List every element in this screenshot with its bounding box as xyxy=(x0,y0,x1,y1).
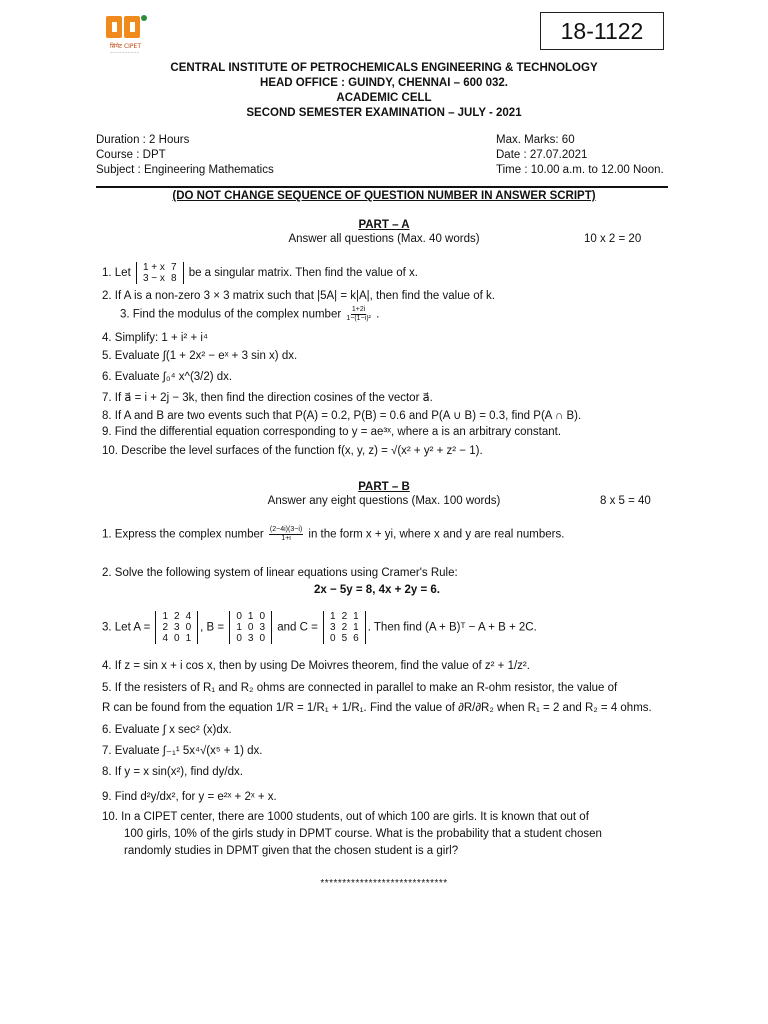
footer-stars: ***************************** xyxy=(320,878,448,889)
part-a-q1: 1. Let 1 + x 7 3 − x 8 be a singular matrix. Then find the value of x. xyxy=(102,262,418,284)
part-b-q9: 9. Find d²y/dx², for y = e²ˣ + 2ˣ + x. xyxy=(102,791,277,803)
part-b-q4: 4. If z = sin x + i cos x, then by using De Moivres theorem, find the value of z² + 1/z². xyxy=(102,660,530,672)
notice: (DO NOT CHANGE SEQUENCE OF QUESTION NUMBER IN ANSWER SCRIPT) xyxy=(172,190,596,202)
exam-time: Time : 10.00 a.m. to 12.00 Noon. xyxy=(496,164,664,176)
meta-right xyxy=(496,133,664,178)
part-a-q10: 10. Describe the level surfaces of the function f(x, y, z) = √(x² + y² + z² − 1). xyxy=(102,445,483,457)
part-b-q7: 7. Evaluate ∫₋₁¹ 5x⁴√(x⁵ + 1) dx. xyxy=(102,745,263,757)
part-b-q5-line1: 5. If the resisters of R₁ and R₂ ohms are connected in parallel to make an R-ohm resistor, the value of xyxy=(102,682,618,694)
exam-title: SECOND SEMESTER EXAMINATION – JULY - 2021 xyxy=(246,107,522,119)
part-b-q1: 1. Express the complex number $\frac{(2-4i)(3-i)}{1+i}$ in the form x + yi, where x and y are real numbers. xyxy=(102,526,565,542)
duration: Duration : 2 Hours xyxy=(96,134,190,146)
part-b-q10-line2: 100 girls, 10% of the girls study in DPMT course. What is the probability that a student chosen xyxy=(124,828,602,840)
meta-left xyxy=(96,133,274,178)
part-a-q4: 4. Simplify: 1 + i² + i⁴ xyxy=(102,332,208,344)
subject: Subject : Engineering Mathematics xyxy=(96,164,274,176)
svg-text:सिपेट CIPET: सिपेट CIPET xyxy=(110,43,141,50)
part-a-q2: 2. If A is a non-zero 3 × 3 matrix such that |5A| = k|A|, then find the value of k. xyxy=(102,290,495,302)
matrix-a: 1 + x 7 3 − x 8 xyxy=(136,262,184,284)
part-a-q9: 9. Find the differential equation corresponding to y = ae³ˣ, where a is an arbitrary constant. xyxy=(102,426,562,438)
part-a-marks: 10 x 2 = 20 xyxy=(584,233,642,245)
part-b-q10-line1: 10. In a CIPET center, there are 1000 students, out of which 100 are girls. It is known that out of xyxy=(102,811,589,823)
part-a-q5: 5. Evaluate ∫(1 + 2x² − eˣ + 3 sin x) dx. xyxy=(102,350,298,362)
matrix-C: 1 2 1 3 2 1 0 5 6 xyxy=(323,611,366,644)
divider xyxy=(96,186,668,188)
part-b-q10-line3: randomly studies in DPMT given that the chosen student is a girl? xyxy=(124,845,459,857)
part-b-q5-line2: R can be found from the equation 1/R = 1/R₁ + 1/R₁. Find the value of ∂R/∂R₂ when R₁ = 2 and R₂ = 4 ohms. xyxy=(102,702,652,714)
complex-fraction: $\frac{1+2i}{\text{1−(1−i)²}}$ xyxy=(346,306,371,322)
max-marks: Max. Marks: 60 xyxy=(496,134,575,146)
part-b-marks: 8 x 5 = 40 xyxy=(600,495,651,507)
part-a-q8: 8. If A and B are two events such that P(A) = 0.2, P(B) = 0.6 and P(A ∪ B) = 0.3, find P(A ∩ B). xyxy=(102,410,582,422)
exam-date: Date : 27.07.2021 xyxy=(496,149,588,161)
part-a-q6: 6. Evaluate ∫₀⁴ x^(3/2) dx. xyxy=(102,371,233,383)
part-a-instruction: Answer all questions (Max. 40 words) xyxy=(288,233,480,245)
part-b-q8: 8. If y = x sin(x²), find dy/dx. xyxy=(102,766,243,778)
part-b-q6: 6. Evaluate ∫ x sec² (x)dx. xyxy=(102,724,232,736)
part-b-instruction: Answer any eight questions (Max. 100 words) xyxy=(267,495,501,507)
institute-name: CENTRAL INSTITUTE OF PETROCHEMICALS ENGINEERING & TECHNOLOGY xyxy=(170,62,598,74)
part-a-q7: 7. If a⃗ = i + 2j − 3k, then find the direction cosines of the vector a⃗. xyxy=(102,392,433,404)
matrix-B: 0 1 0 1 0 3 0 3 0 xyxy=(229,611,272,644)
part-a-q3: 3. Find the modulus of the complex number $\frac{1+2i}{\text{1−(1−i)²}}$ . xyxy=(120,306,380,322)
exam-code: 18-1122 xyxy=(540,12,664,50)
academic-cell: ACADEMIC CELL xyxy=(336,92,432,104)
part-b-q3: 3. Let A = 1 2 4 2 3 0 4 0 1 , B = 0 1 0 1 0 3 0 3 0 and C = 1 2 1 3 2 1 0 5 6 . Then find (A + B)ᵀ − A + B + 2C. xyxy=(102,611,537,644)
svg-text:~~~~~~~~~~: ~~~~~~~~~~ xyxy=(110,51,140,55)
cipet-logo xyxy=(104,12,152,58)
complex-fraction-b: $\frac{(2-4i)(3-i)}{1+i}$ xyxy=(269,526,303,542)
part-b-q2: 2. Solve the following system of linear equations using Cramer's Rule: xyxy=(102,567,458,579)
part-b-title: PART – B xyxy=(358,481,410,493)
course: Course : DPT xyxy=(96,149,166,161)
part-a-title: PART – A xyxy=(358,219,410,231)
matrix-A: 1 2 4 2 3 0 4 0 1 xyxy=(155,611,198,644)
part-b-q2-equations: 2x − 5y = 8, 4x + 2y = 6. xyxy=(314,584,440,596)
head-office: HEAD OFFICE : GUINDY, CHENNAI – 600 032. xyxy=(260,77,508,89)
